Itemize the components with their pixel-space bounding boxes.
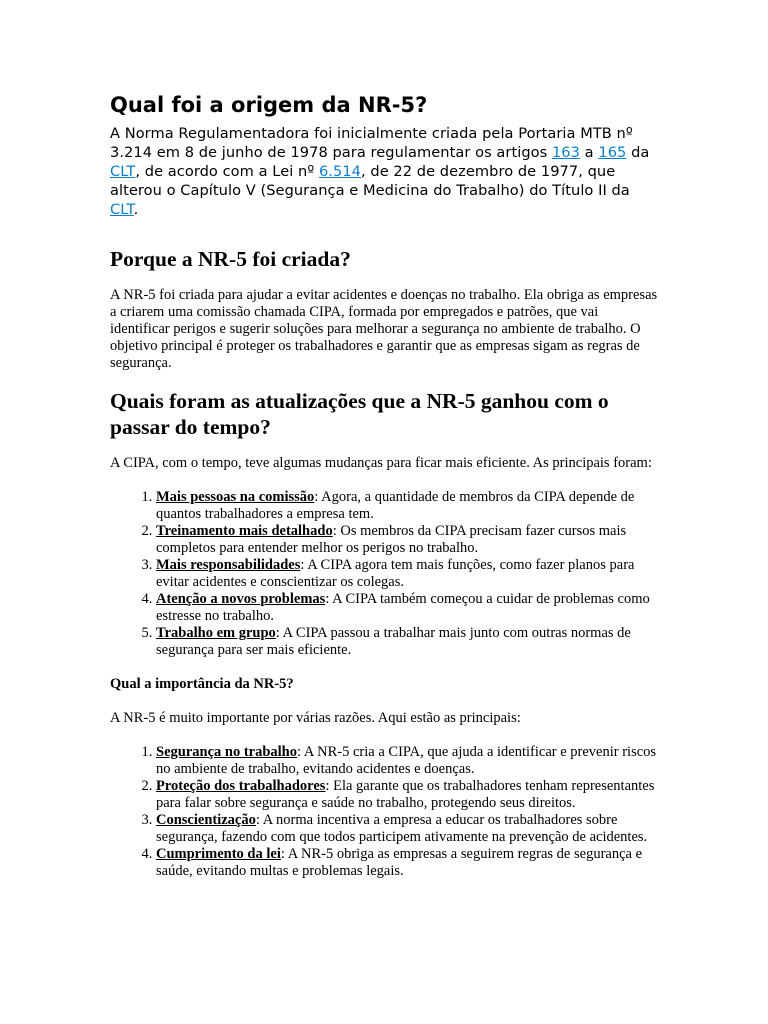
list-item (156, 744, 658, 778)
heading-porque: Porque a NR-5 foi criada? (110, 247, 351, 271)
link-lei-6514[interactable]: 6.514 (318, 163, 361, 180)
list-item (156, 625, 658, 659)
list-item-desc: : Ela garante que os trabalhadores tenham representantes para falar sobre segurança e saúde no trabalho, protegendo seus direitos. (156, 778, 655, 811)
document-page (110, 92, 658, 880)
link-artigo-165[interactable]: 165 (598, 144, 627, 161)
paragraph-importancia-intro: A NR-5 é muito importante por várias razões. Aqui estão as principais: (110, 710, 521, 726)
list-item-desc: : A CIPA também começou a cuidar de problemas como estresse no trabalho. (156, 591, 650, 624)
list-item (156, 778, 658, 812)
heading-origem: Qual foi a origem da NR-5? (110, 93, 428, 117)
list-item (156, 812, 658, 846)
origem-text-mid2: , de 22 de dezembro de 1977, que alterou o Capítulo V (Segurança e Medicina do Trabalho) do Título II da (110, 163, 630, 199)
list-item (156, 557, 658, 591)
origem-text-end: . (133, 201, 139, 218)
list-item-term: Mais responsabilidades (156, 557, 301, 573)
origem-text-a: a (579, 144, 599, 161)
list-item-desc: : Os membros da CIPA precisam fazer cursos mais completos para entender melhor os perigos no trabalho. (156, 523, 627, 556)
list-item-desc: : A NR-5 cria a CIPA, que ajuda a identificar e prevenir riscos no ambiente de trabalho, evitando acidentes e doenças. (156, 744, 657, 777)
heading-atualizacoes: Quais foram as atualizações que a NR-5 ganhou com o passar do tempo? (110, 389, 609, 439)
list-importancia (110, 744, 658, 880)
heading-importancia: Qual a importância da NR-5? (110, 676, 294, 692)
list-item-term: Proteção dos trabalhadores (156, 778, 326, 794)
link-artigo-163[interactable]: 163 (551, 144, 580, 161)
paragraph-atualizacoes-intro: A CIPA, com o tempo, teve algumas mudanças para ficar mais eficiente. As principais foram: (110, 455, 652, 471)
list-item (156, 489, 658, 523)
paragraph-porque: A NR-5 foi criada para ajudar a evitar acidentes e doenças no trabalho. Ela obriga as empresas a criarem uma comissão chamada CIPA, formada por empregados e patrões, que vai identificar perigos e sugerir soluções para melhorar a segurança no ambiente de trabalho. O objetivo principal é proteger os trabalhadores e garantir que as empresas sigam as regras de segurança. (110, 287, 658, 371)
list-item-desc: : A CIPA passou a trabalhar mais junto com outras normas de segurança para ser mais eficiente. (156, 625, 631, 658)
list-item (156, 846, 658, 880)
list-item (156, 523, 658, 557)
list-item-term: Trabalho em grupo (156, 625, 276, 641)
list-item (156, 591, 658, 625)
list-item-desc: : A NR-5 obriga as empresas a seguirem regras de segurança e saúde, evitando multas e problemas legais. (156, 846, 643, 879)
origem-text-da: da (626, 144, 650, 161)
list-item-desc: : A CIPA agora tem mais funções, como fazer planos para evitar acidentes e conscientizar os colegas. (156, 557, 635, 590)
list-item-term: Treinamento mais detalhado (156, 523, 333, 539)
origem-text-mid: , de acordo com a Lei nº (135, 163, 319, 180)
list-item-term: Conscientização (156, 812, 256, 828)
link-clt-2[interactable]: CLT (110, 201, 134, 218)
link-clt[interactable]: CLT (110, 163, 136, 180)
list-item-term: Cumprimento da lei (156, 846, 281, 862)
list-item-term: Atenção a novos problemas (156, 591, 326, 607)
list-item-desc: : A norma incentiva a empresa a educar os trabalhadores sobre segurança, fazendo com que todos participem ativamente na prevenção de acidentes. (156, 812, 648, 845)
list-atualizacoes (110, 489, 658, 659)
list-item-term: Mais pessoas na comissão (156, 489, 315, 505)
list-item-term: Segurança no trabalho (156, 744, 297, 760)
paragraph-origem (110, 124, 658, 219)
list-item-desc: : Agora, a quantidade de membros da CIPA depende de quantos trabalhadores a empresa tem. (156, 489, 635, 522)
origem-text-1: A Norma Regulamentadora foi inicialmente criada pela Portaria MTB nº 3.214 em 8 de junho de 1978 para regulamentar os artigos (110, 125, 633, 161)
